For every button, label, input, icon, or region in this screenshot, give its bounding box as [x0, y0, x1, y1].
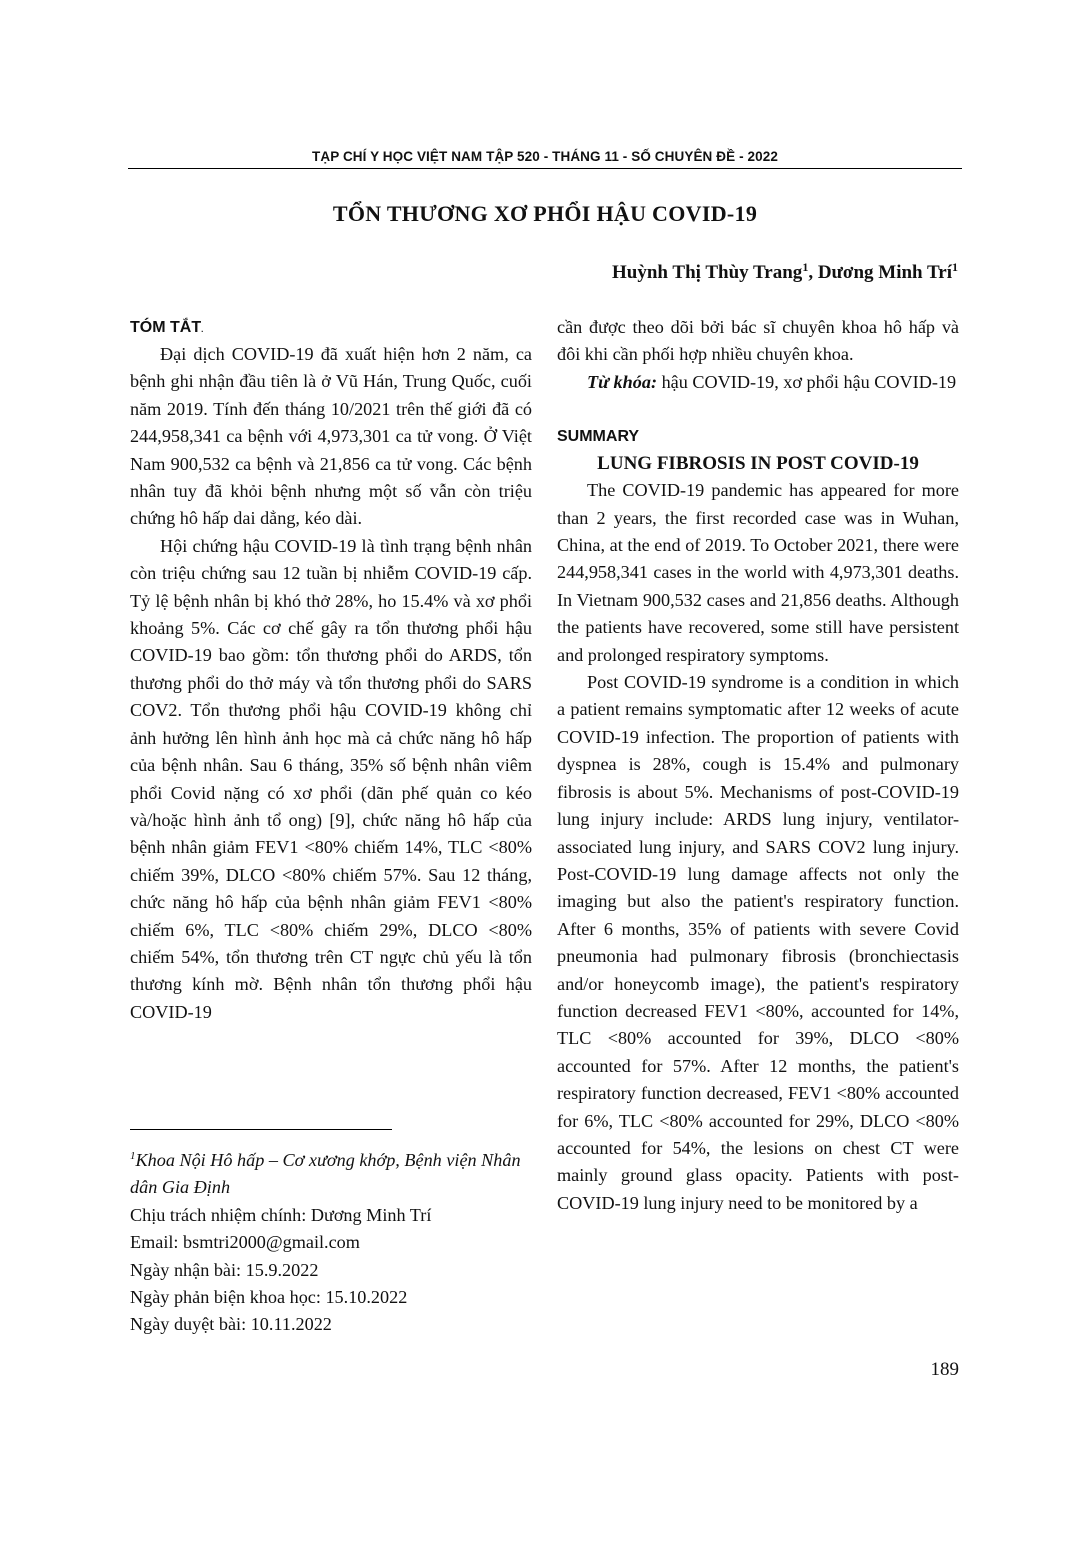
accepted-date: Ngày duyệt bài: 10.11.2022: [130, 1314, 332, 1335]
author-name: Huỳnh Thị Thùy Trang: [612, 262, 803, 283]
keywords-label: Từ khóa:: [587, 371, 658, 392]
right-column: [557, 314, 959, 1217]
author-affiliation-mark: 1: [802, 260, 809, 274]
author-affiliation-mark: 1: [952, 260, 958, 274]
summary-heading: SUMMARY: [557, 428, 640, 446]
english-title: LUNG FIBROSIS IN POST COVID-19: [597, 453, 919, 475]
email: Email: bsmtri2000@gmail.com: [130, 1232, 360, 1253]
keywords: [557, 369, 959, 396]
author-name: Dương Minh Trí: [817, 262, 952, 283]
page-number: 189: [930, 1359, 959, 1380]
left-column: [130, 314, 532, 1026]
footnote-divider: [130, 1129, 392, 1130]
author-list: [612, 260, 958, 284]
running-header: TẠP CHÍ Y HỌC VIỆT NAM TẬP 520 - THÁNG 11 - SỐ CHUYÊN ĐỀ - 2022: [312, 149, 778, 164]
keywords-text: hậu COVID-19, xơ phổi hậu COVID-19: [657, 371, 957, 392]
affiliation-note: [130, 1143, 532, 1202]
abstract-en-paragraph: Post COVID-19 syndrome is a condition in which a patient remains symptomatic after 12 weeks of acute COVID-19 infection. The proportion of patients with dyspnea is 28%, cough is 15.4% and pulmonary fibrosis is about 5%. Mechanisms of post-COVID-19 lung injury include: ARDS lung injury, ventilator-associated lung injury, and SARS COV2 lung injury. Post-COVID-19 lung damage affects not only the imaging but also the patient's respiratory function. After 6 months, 35% of patients with severe Covid pneumonia had pulmonary fibrosis (bronchiectasis and/or honeycomb image), the patient's respiratory function decreased FEV1 <80%, accounted for 14%, TLC <80% accounted for 39%, DLCO <80% accounted for 57%. After 12 months, the patient's respiratory function decreased, FEV1 <80% accounted for 6%, TLC <80% accounted for 29%, DLCO <80% accounted for 54%, the lesions on chest CT were mainly ground glass opacity. Patients with post-COVID-19 lung injury need to be monitored by a: [557, 672, 959, 1213]
affiliation-mark: 1: [130, 1150, 136, 1162]
footnotes: [130, 1143, 532, 1339]
abstract-vi-paragraph: Hội chứng hậu COVID-19 là tình trạng bệnh nhân còn triệu chứng sau 12 tuần bị nhiễm COVID-19 cấp. Tỷ lệ bệnh nhân bị khó thở 28%, ho 15.4% và xơ phổi khoảng 5%. Các cơ chế gây ra tổn thương phổi hậu COVID-19 bao gồm: tổn thương phổi do ARDS, tổn thương phổi do thở máy và tổn thương phổi do SARS COV2. Tổn thương phổi hậu COVID-19 không chỉ ảnh hưởng lên hình ảnh học mà cả chức năng hô hấp của bệnh nhân. Sau 6 tháng, 35% số bệnh nhân viêm phổi Covid nặng có xơ phổi (dãn phế quản co kéo và/hoặc hình ảnh tổ ong) [9], chức năng hô hấp của bệnh nhân giảm FEV1 <80% chiếm 14%, TLC <80% chiếm 39%, DLCO <80% chiếm 57%. Sau 12 tháng, chức năng hô hấp của bệnh nhân giảm FEV1 <80% chiếm 6%, TLC <80% chiếm 29%, DLCO <80% chiếm 54%, tổn thương trên CT ngực chủ yếu là tổn thương kính mờ. Bệnh nhân tổn thương phổi hậu COVID-19: [130, 535, 532, 1022]
abstract-vi-continuation: cần được theo dõi bởi bác sĩ chuyên khoa hô hấp và đôi khi cần phối hợp nhiều chuyên khoa.: [557, 317, 959, 365]
header-divider: [128, 168, 962, 169]
abstract-vi-paragraph: Đại dịch COVID-19 đã xuất hiện hơn 2 năm, ca bệnh ghi nhận đầu tiên là ở Vũ Hán, Trung Quốc, cuối năm 2019. Tính đến tháng 10/2021 trên thế giới đã có 244,958,341 ca bệnh với 4,973,301 ca tử vong. Ở Việt Nam 900,532 ca bệnh và 21,856 ca tử vong. Các bệnh nhân tuy đã khỏi bệnh nhưng một số vẫn còn triệu chứng hô hấp dai dẳng, kéo dài.: [130, 344, 532, 529]
received-date: Ngày nhận bài: 15.9.2022: [130, 1259, 319, 1280]
affiliation-text: Khoa Nội Hô hấp – Cơ xương khớp, Bệnh viện Nhân dân Gia Định: [130, 1150, 521, 1198]
abstract-vi-heading: [130, 314, 532, 341]
reviewed-date: Ngày phản biện khoa học: 15.10.2022: [130, 1287, 408, 1308]
heading-mark: .: [201, 325, 204, 334]
abstract-en-paragraph: The COVID-19 pandemic has appeared for more than 2 years, the first recorded case was in Wuhan, China, at the end of 2019. To October 2021, there were 244,958,341 cases in the world with 4,973,301 deaths. In Vietnam 900,532 cases and 21,856 deaths. Although the patients have recovered, some still have persistent and prolonged respiratory symptoms.: [557, 480, 959, 665]
article-title: TỔN THƯƠNG XƠ PHỔI HẬU COVID-19: [332, 201, 758, 226]
spacer: [557, 396, 959, 423]
corresponding-author: Chịu trách nhiệm chính: Dương Minh Trí: [130, 1204, 432, 1225]
abstract-vi-heading-text: TÓM TẮT: [130, 319, 202, 336]
author-separator: ,: [808, 262, 818, 283]
